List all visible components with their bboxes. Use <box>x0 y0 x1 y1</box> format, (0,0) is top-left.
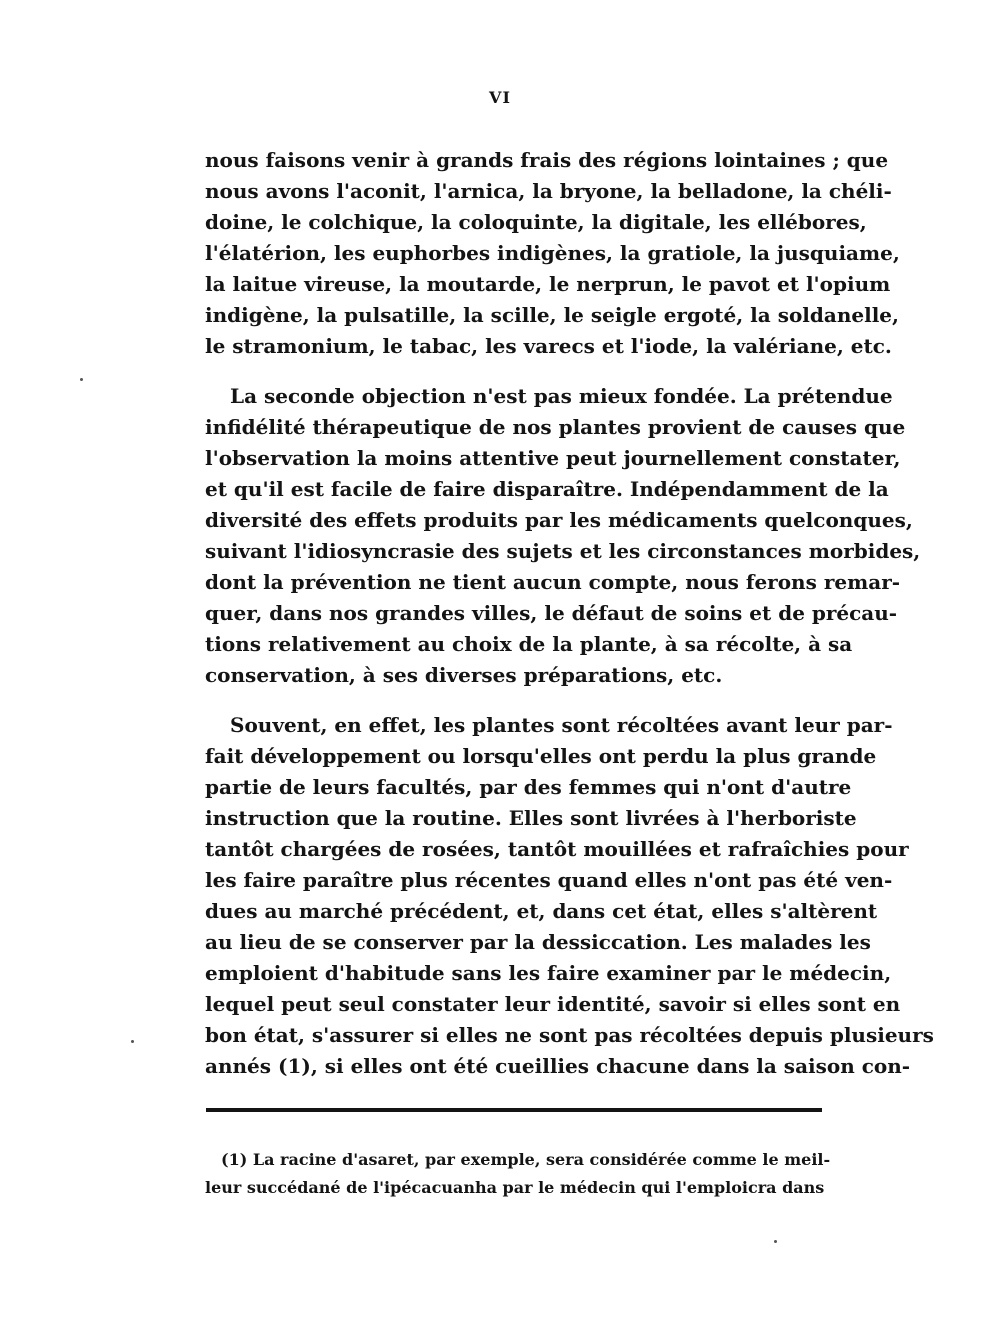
text-line: fait développement ou lorsqu'elles ont perdu la plus grande <box>205 744 877 768</box>
text-line: au lieu de se conserver par la dessiccation. Les malades les <box>205 930 871 954</box>
text-line: l'observation la moins attentive peut journellement constater, <box>205 446 901 470</box>
text-line: suivant l'idiosyncrasie des sujets et les circonstances morbides, <box>205 539 921 563</box>
text-line: conservation, à ses diverses préparations, etc. <box>205 663 723 687</box>
text-line: infidélité thérapeutique de nos plantes provient de causes que <box>205 415 906 439</box>
text-line: nous faisons venir à grands frais des régions lointaines ; que <box>205 148 889 172</box>
footnote-line: (1) La racine d'asaret, par exemple, sera considérée comme le meil- <box>221 1150 831 1169</box>
text-line: la laitue vireuse, la moutarde, le nerprun, le pavot et l'opium <box>205 272 891 296</box>
text-line: dont la prévention ne tient aucun compte, nous ferons remar- <box>205 570 901 594</box>
text-line: quer, dans nos grandes villes, le défaut de soins et de précau- <box>205 601 898 625</box>
footnote-separator-rule <box>206 1108 822 1112</box>
text-line: les faire paraître plus récentes quand elles n'ont pas été ven- <box>205 868 893 892</box>
text-line: tantôt chargées de rosées, tantôt mouillées et rafraîchies pour <box>205 837 909 861</box>
text-line: bon état, s'assurer si elles ne sont pas récoltées depuis plusieurs <box>205 1023 934 1047</box>
paper-speck <box>80 378 83 381</box>
text-line: tions relativement au choix de la plante, à sa récolte, à sa <box>205 632 853 656</box>
text-line: nous avons l'aconit, l'arnica, la bryone, la belladone, la chéli- <box>205 179 892 203</box>
footnote-line: leur succédané de l'ipécacuanha par le médecin qui l'emploicra dans <box>205 1178 825 1197</box>
text-line: le stramonium, le tabac, les varecs et l'iode, la valériane, etc. <box>205 334 892 358</box>
text-line: annés (1), si elles ont été cueillies chacune dans la saison con- <box>205 1054 911 1078</box>
paper-speck <box>131 1040 134 1043</box>
text-line: diversité des effets produits par les médicaments quelconques, <box>205 508 913 532</box>
page-number: VI <box>489 88 511 107</box>
text-line: La seconde objection n'est pas mieux fondée. La prétendue <box>230 384 893 408</box>
text-line: instruction que la routine. Elles sont livrées à l'herboriste <box>205 806 857 830</box>
text-line: lequel peut seul constater leur identité, savoir si elles sont en <box>205 992 901 1016</box>
text-line: indigène, la pulsatille, la scille, le seigle ergoté, la soldanelle, <box>205 303 899 327</box>
text-line: doine, le colchique, la coloquinte, la digitale, les ellébores, <box>205 210 867 234</box>
text-line: Souvent, en effet, les plantes sont récoltées avant leur par- <box>230 713 893 737</box>
text-line: dues au marché précédent, et, dans cet état, elles s'altèrent <box>205 899 878 923</box>
text-line: partie de leurs facultés, par des femmes qui n'ont d'autre <box>205 775 852 799</box>
paper-speck <box>774 1240 777 1243</box>
text-line: et qu'il est facile de faire disparaître. Indépendamment de la <box>205 477 889 501</box>
text-line: emploient d'habitude sans les faire examiner par le médecin, <box>205 961 892 985</box>
text-line: l'élatérion, les euphorbes indigènes, la gratiole, la jusquiame, <box>205 241 900 265</box>
